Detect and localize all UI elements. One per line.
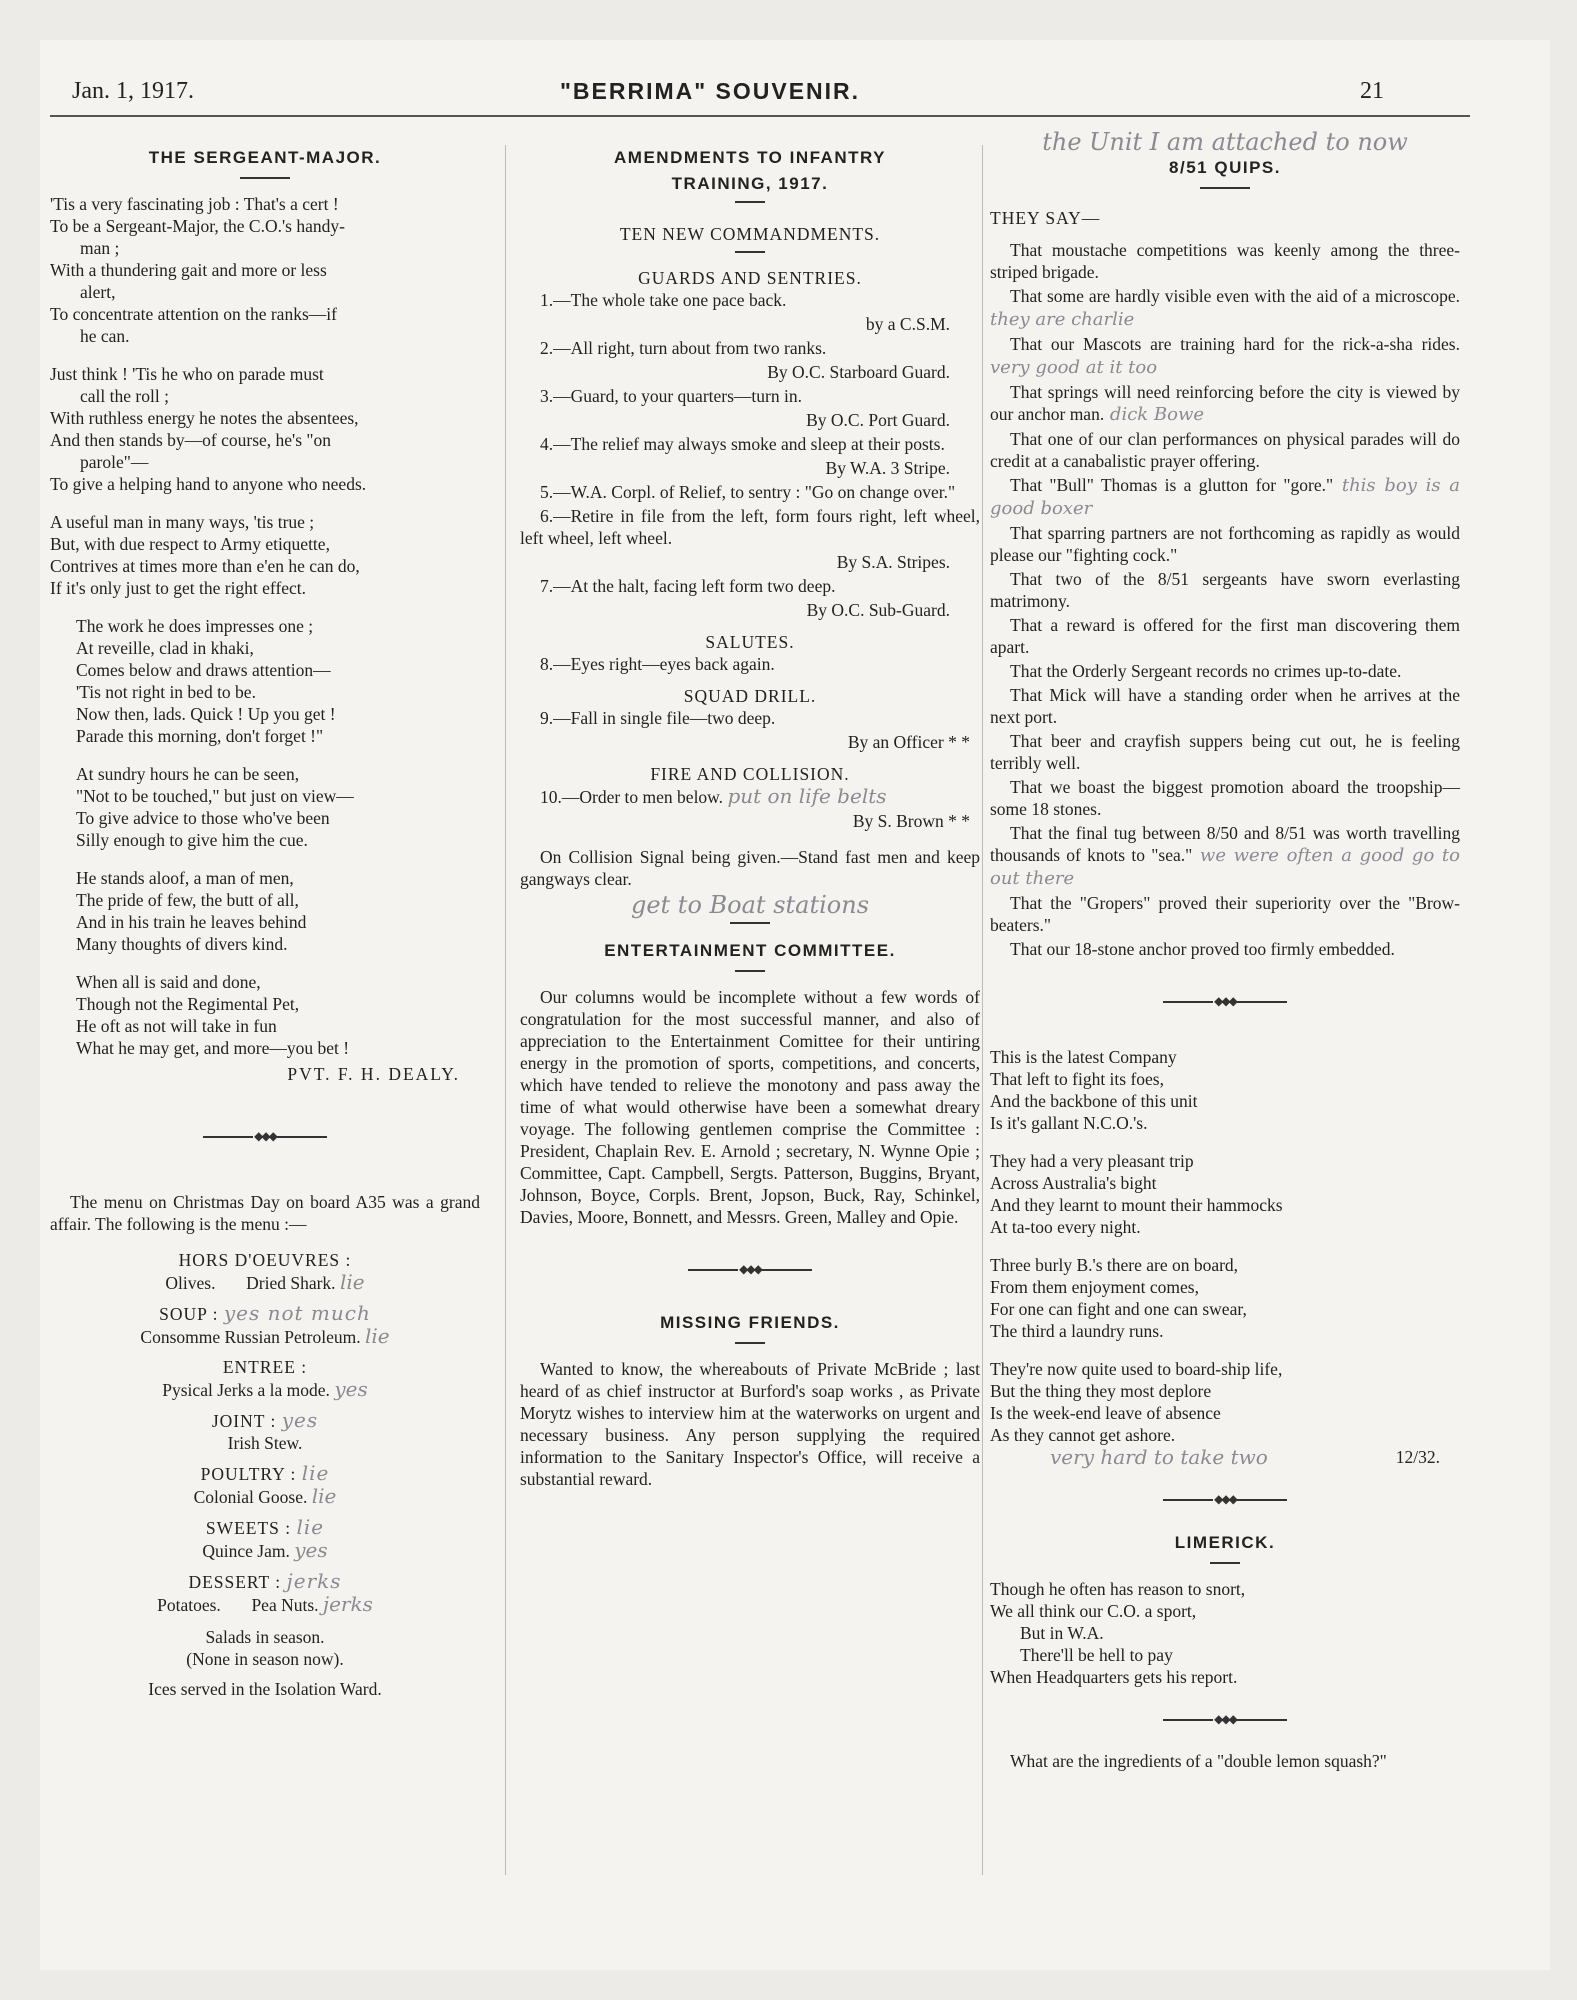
handwritten-note: the Unit I am attached to now — [1042, 128, 1408, 156]
handwritten-note: jerks — [322, 1592, 373, 1616]
menu-heading — [50, 1516, 480, 1539]
handwritten-header-wrap — [990, 128, 1460, 156]
quip-text: That beer and crayfish suppers being cut out, he is feeling terribly well. — [990, 731, 1460, 773]
menu-heading: HORS D'OEUVRES : — [178, 1250, 352, 1270]
poem-line: man ; — [80, 238, 120, 258]
poem-line: But the thing they most deplore — [990, 1381, 1212, 1401]
poem-line: Now then, lads. Quick ! Up you get ! — [76, 704, 336, 724]
quip-item — [990, 381, 1460, 426]
commandment-attribution: by a C.S.M. — [865, 314, 950, 334]
commandment: 5.—W.A. Corpl. of Relief, to sentry : "Go on change over." — [540, 482, 956, 502]
poem-line: They had a very pleasant trip — [990, 1151, 1194, 1171]
quips-list — [990, 239, 1460, 960]
header-rule — [50, 115, 1470, 117]
quip-text: That our Mascots are training hard for the rick-a-sha rides. — [1010, 334, 1460, 354]
title-dash — [1210, 1562, 1240, 1564]
menu-heading-text: POULTRY : — [200, 1464, 297, 1484]
question-text: What are the ingredients of a "double lemon squash?" — [1010, 1751, 1387, 1771]
menu-item-text: Quince Jam. — [202, 1541, 290, 1561]
menu-heading: ENTREE : — [222, 1357, 308, 1377]
quip-item — [990, 730, 1460, 774]
quip-text: That "Bull" Thomas is a glutton for "gore." — [1010, 475, 1334, 495]
menu-item-text: Olives. — [165, 1273, 216, 1293]
quip-item — [990, 333, 1460, 379]
title-dash — [735, 251, 765, 253]
poem-line: And they learnt to mount their hammocks — [990, 1195, 1283, 1215]
handwritten-note: they are charlie — [990, 309, 1135, 330]
article-body: Wanted to know, the whereabouts of Private McBride ; last heard of as chief instructor at Burford's soap works , as Private Morytz wishes to interview him at the waterworks on urgent and necessary business. Any person supplying the required information to the Sanitary Inspector's Office, will receive a substantial reward. — [520, 1359, 980, 1489]
menu-item — [50, 1539, 480, 1562]
handwritten-note: very good at it too — [990, 357, 1158, 378]
menu-item: Irish Stew. — [227, 1433, 303, 1453]
quip-text: That sparring partners are not forthcoming as rapidly as would please our "fighting cock." — [990, 523, 1460, 565]
poem-line: If it's only just to get the right effect. — [50, 578, 307, 598]
handwritten-note: yes not much — [223, 1301, 371, 1325]
menu-heading-text: JOINT : — [211, 1411, 277, 1431]
ornament-divider: ◆◆◆ — [520, 1258, 980, 1280]
collision-note: On Collision Signal being given.—Stand fast men and keep gangways clear. — [520, 847, 980, 889]
menu-item — [50, 1271, 480, 1294]
ornament-divider: ◆◆◆ — [990, 1708, 1460, 1730]
commandment-attribution: By an Officer * * — [847, 732, 970, 752]
poem-line: That left to fight its foes, — [990, 1069, 1164, 1089]
menu-heading-text: DESSERT : — [188, 1572, 282, 1592]
quip-item — [990, 776, 1460, 820]
page-number: 21 — [1360, 78, 1384, 104]
poem-line: Comes below and draws attention— — [76, 660, 331, 680]
menu-heading — [50, 1462, 480, 1485]
handwritten-note: jerks — [286, 1569, 342, 1593]
poem-line: Is it's gallant N.C.O.'s. — [990, 1113, 1148, 1133]
poem-line: he can. — [80, 326, 130, 346]
menu-heading — [50, 1409, 480, 1432]
poem-line: A useful man in many ways, 'tis true ; — [50, 512, 315, 532]
poem-line: And the backbone of this unit — [990, 1091, 1198, 1111]
article-body: Our columns would be incomplete without a few words of congratulation for the most successful manner, and also of appreciation to the Entertainment Comittee for their untiring energy in the promotion of sports, competitions, and concerts, which have tended to relieve the monotony and pass away the time of what would otherwise have been a somewhat dreary voyage. The following gentlemen comprise the Committee : President, Chaplain Rev. E. Arnold ; secretary, N. Wynne Opie ; Committee, Capt. Campbell, Sergts. Patterson, Buggins, Bryant, Johnson, Boyce, Corpls. Brent, Jopson, Buck, Ray, Schinkel, Davies, Moore, Bonnett, and Messrs. Green, Malley and Opie. — [520, 987, 980, 1227]
handwritten-note: yes — [281, 1408, 319, 1432]
commandment: 7.—At the halt, facing left form two deep. — [540, 576, 836, 596]
quip-text: That some are hardly visible even with the aid of a microscope. — [1010, 286, 1460, 306]
quip-item — [990, 892, 1460, 936]
handwritten-note: lie — [311, 1484, 337, 1508]
menu-heading-text: SWEETS : — [205, 1518, 292, 1538]
article-title: AMENDMENTS TO INFANTRY — [614, 148, 886, 167]
poem-line: For one can fight and one can swear, — [990, 1299, 1247, 1319]
poem-line: Though he often has reason to snort, — [990, 1579, 1246, 1599]
poem-line: To be a Sergeant-Major, the C.O.'s handy- — [50, 216, 345, 236]
menu-item: Salads in season. — [205, 1627, 325, 1647]
poem-stanza — [50, 763, 480, 851]
commandment: 3.—Guard, to your quarters—turn in. — [540, 386, 802, 406]
christmas-menu — [50, 1249, 480, 1700]
poem-line: As they cannot get ashore. — [990, 1425, 1176, 1445]
ornament-divider: ◆◆◆ — [50, 1125, 480, 1147]
handwritten-note: lie — [339, 1270, 365, 1294]
poem-line: They're now quite used to board-ship life, — [990, 1359, 1283, 1379]
poem-line: parole"— — [80, 452, 149, 472]
quip-item — [990, 660, 1460, 682]
menu-heading — [50, 1570, 480, 1593]
handwritten-note: lie — [296, 1515, 325, 1539]
poem-author: PVT. F. H. DEALY. — [287, 1064, 460, 1084]
poem-line: And then stands by—of course, he's "on — [50, 430, 332, 450]
article-title: TRAINING, 1917. — [671, 174, 829, 193]
poem-line: When all is said and done, — [76, 972, 261, 992]
article-title: 8/51 QUIPS. — [1169, 158, 1281, 177]
quip-text: That the final tug between 8/50 and 8/51 was worth travelling thousands of knots to "sea." — [990, 823, 1460, 865]
poem-line: From them enjoyment comes, — [990, 1277, 1199, 1297]
column-quips — [990, 128, 1460, 1774]
poem-stanza — [50, 867, 480, 955]
they-say-heading: THEY SAY— — [990, 208, 1101, 228]
poem-stanza — [50, 615, 480, 747]
poem-line: Is the week-end leave of absence — [990, 1403, 1221, 1423]
poem-line: Parade this morning, don't forget !" — [76, 726, 324, 746]
handwritten-note: yes — [294, 1538, 328, 1562]
menu-item-text: Pysical Jerks a la mode. — [162, 1380, 330, 1400]
poem-line: But, with due respect to Army etiquette, — [50, 534, 330, 554]
handwritten-note: very hard to take two — [1050, 1445, 1268, 1469]
article-title: ENTERTAINMENT COMMITTEE. — [604, 941, 896, 960]
poem-line: "Not to be touched," but just on view— — [76, 786, 354, 806]
quip-text: That two of the 8/51 sergeants have sworn everlasting matrimony. — [990, 569, 1460, 611]
title-dash — [735, 1342, 765, 1344]
title-dash — [240, 177, 290, 179]
commandment: 4.—The relief may always smoke and sleep at their posts. — [540, 434, 945, 454]
quip-text: That one of our clan performances on physical parades will do credit at a canabalistic prayer offering. — [990, 429, 1460, 471]
ornament-divider: ◆◆◆ — [990, 1488, 1460, 1510]
quip-text: That springs will need reinforcing before the city is viewed by our anchor man. — [990, 382, 1460, 424]
poem-line: We all think our C.O. a sport, — [990, 1601, 1197, 1621]
section-heading: SQUAD DRILL. — [683, 686, 817, 706]
poem-line: Three burly B.'s there are on board, — [990, 1255, 1239, 1275]
poem-stanza — [990, 1254, 1460, 1342]
column-sergeant-major — [50, 145, 480, 1700]
menu-item — [50, 1325, 480, 1348]
poem-line: 'Tis not right in bed to be. — [76, 682, 256, 702]
menu-item-text: Dried Shark. — [246, 1273, 336, 1293]
quip-item — [990, 522, 1460, 566]
limerick-poem — [990, 1578, 1460, 1688]
article-subtitle: TEN NEW COMMANDMENTS. — [619, 224, 881, 244]
menu-item — [50, 1593, 480, 1616]
poem-line: To give advice to those who've been — [76, 808, 330, 828]
poem-line: He oft as not will take in fun — [76, 1016, 277, 1036]
poem-line: Just think ! 'Tis he who on parade must — [50, 364, 324, 384]
poem-line: With a thundering gait and more or less — [50, 260, 327, 280]
handwritten-note: get to Boat stations — [630, 891, 870, 919]
handwritten-note: this boy is a good boxer — [990, 475, 1460, 519]
handwritten-note: dick Bowe — [1104, 404, 1205, 425]
poem-line: The work he does impresses one ; — [76, 616, 314, 636]
commandment: 1.—The whole take one pace back. — [540, 290, 787, 310]
poem-line: Many thoughts of divers kind. — [76, 934, 288, 954]
poem-line: Contrives at times more than e'en he can do, — [50, 556, 360, 576]
poem-line: And in his train he leaves behind — [76, 912, 307, 932]
commandment: 6.—Retire in file from the left, form fours right, left wheel, left wheel, left wheel. — [520, 506, 980, 548]
handwritten-note: put on life belts — [727, 784, 887, 808]
quip-text: That we boast the biggest promotion aboard the troopship—some 18 stones. — [990, 777, 1460, 819]
title-dash — [735, 970, 765, 972]
menu-item: (None in season now). — [186, 1649, 344, 1669]
poem-line: call the roll ; — [80, 386, 169, 406]
poem-line: When Headquarters gets his report. — [990, 1667, 1238, 1687]
menu-item-text: Pea Nuts. — [251, 1595, 319, 1615]
commandment-attribution: By O.C. Sub-Guard. — [806, 600, 950, 620]
section-heading: FIRE AND COLLISION. — [650, 764, 850, 784]
commandment-text: 10.—Order to men below. — [540, 787, 724, 807]
menu-item-text: Colonial Goose. — [193, 1487, 308, 1507]
handwritten-note: lie — [364, 1324, 390, 1348]
column-divider — [982, 145, 983, 1875]
poem-line: Silly enough to give him the cue. — [76, 830, 308, 850]
commandment-attribution: By O.C. Port Guard. — [806, 410, 950, 430]
poem-line: 'Tis a very fascinating job : That's a cert ! — [50, 194, 339, 214]
poem-line: The pride of few, the butt of all, — [76, 890, 299, 910]
poem-line: At sundry hours he can be seen, — [76, 764, 300, 784]
poem-stanza — [50, 193, 480, 347]
commandment-attribution: By O.C. Starboard Guard. — [767, 362, 950, 382]
poem-line: To concentrate attention on the ranks—if — [50, 304, 337, 324]
title-dash — [730, 922, 770, 924]
handwritten-note: we were often a good go to out there — [990, 845, 1460, 889]
publication-title: "BERRIMA" SOUVENIR. — [560, 78, 861, 104]
commandment-attribution: By S. Brown * * — [852, 811, 970, 831]
menu-item — [50, 1485, 480, 1508]
commandment-attribution: By S.A. Stripes. — [836, 552, 950, 572]
poem-line: Across Australia's bight — [990, 1173, 1157, 1193]
menu-item — [50, 1378, 480, 1401]
commandment — [520, 785, 980, 808]
poem-line: There'll be hell to pay — [1020, 1645, 1173, 1665]
menu-item-text: Potatoes. — [157, 1595, 221, 1615]
ornament-divider: ◆◆◆ — [990, 990, 1460, 1012]
poem-line: The third a laundry runs. — [990, 1321, 1164, 1341]
poem-stanza — [50, 511, 480, 599]
quip-text: That the Orderly Sergeant records no crimes up-to-date. — [1010, 661, 1402, 681]
poem-footer — [990, 1446, 1460, 1468]
title-dash — [1200, 187, 1250, 189]
poem-line: He stands aloof, a man of men, — [76, 868, 294, 888]
menu-heading — [50, 1302, 480, 1325]
menu-heading-text: SOUP : — [159, 1304, 219, 1324]
quip-text: That the "Gropers" proved their superiority over the "Brow-beaters." — [990, 893, 1460, 935]
issue-date: Jan. 1, 1917. — [72, 78, 194, 104]
poem-line: With ruthless energy he notes the absentees, — [50, 408, 359, 428]
quip-item — [990, 568, 1460, 612]
poem-line: At reveille, clad in khaki, — [76, 638, 254, 658]
quip-item — [990, 822, 1460, 890]
poem-line: But in W.A. — [1020, 1623, 1104, 1643]
poem-stanza — [990, 1150, 1460, 1238]
quip-item — [990, 285, 1460, 331]
poem-signature: 12/32. — [1395, 1447, 1440, 1467]
section-heading: GUARDS AND SENTRIES. — [638, 268, 862, 288]
quip-item — [990, 474, 1460, 520]
menu-intro: The menu on Christmas Day on board A35 was a grand affair. The following is the menu :— — [50, 1192, 480, 1234]
commandment-attribution: By W.A. 3 Stripe. — [825, 458, 950, 478]
quip-item — [990, 684, 1460, 728]
quip-text: That a reward is offered for the first man discovering them apart. — [990, 615, 1460, 657]
poem-line: alert, — [80, 282, 116, 302]
poem-stanza — [50, 363, 480, 495]
menu-item: Ices served in the Isolation Ward. — [148, 1679, 382, 1699]
poem-line: This is the latest Company — [990, 1047, 1177, 1067]
section-heading: SALUTES. — [705, 632, 795, 652]
column-amendments — [520, 145, 980, 1492]
article-title: THE SERGEANT-MAJOR. — [148, 148, 382, 167]
quip-item — [990, 614, 1460, 658]
title-dash — [735, 201, 765, 203]
commandment: 9.—Fall in single file—two deep. — [540, 708, 776, 728]
article-title: LIMERICK. — [1174, 1533, 1276, 1552]
commandment: 2.—All right, turn about from two ranks. — [540, 338, 827, 358]
poem-stanza — [990, 1358, 1460, 1446]
poem-line: What he may get, and more—you bet ! — [76, 1038, 350, 1058]
menu-item-text: Consomme Russian Petroleum. — [140, 1327, 361, 1347]
quip-text: That Mick will have a standing order when he arrives at the next port. — [990, 685, 1460, 727]
quip-text: That our 18-stone anchor proved too firmly embedded. — [1010, 939, 1395, 959]
quip-item — [990, 428, 1460, 472]
poem-line: To give a helping hand to anyone who needs. — [50, 474, 367, 494]
handwritten-note-wrap — [520, 891, 980, 919]
quip-item — [990, 938, 1460, 960]
quip-text: That moustache competitions was keenly among the three-striped brigade. — [990, 240, 1460, 282]
article-title: MISSING FRIENDS. — [660, 1313, 840, 1332]
handwritten-note: lie — [301, 1461, 330, 1485]
handwritten-note: yes — [334, 1377, 368, 1401]
poem-stanza — [50, 971, 480, 1059]
quip-item — [990, 239, 1460, 283]
poem-line: At ta-too every night. — [990, 1217, 1141, 1237]
poem-line: Though not the Regimental Pet, — [76, 994, 300, 1014]
column-divider — [505, 145, 506, 1875]
commandment: 8.—Eyes right—eyes back again. — [540, 654, 775, 674]
poem-stanza — [990, 1046, 1460, 1134]
